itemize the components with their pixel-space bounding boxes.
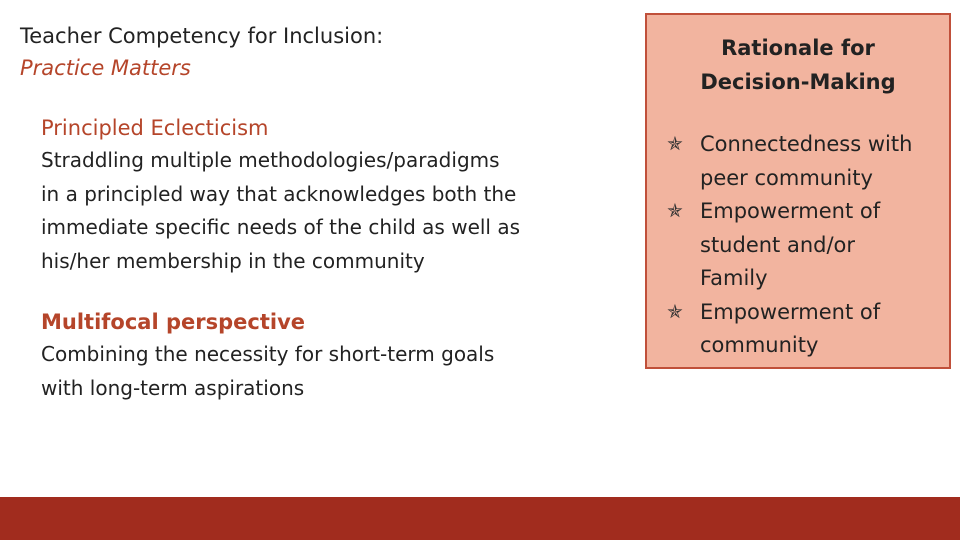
rationale-item-line: student and/or <box>700 232 856 257</box>
rationale-item-line: community <box>700 333 819 357</box>
star-bullet-icon: ✯ <box>667 300 683 323</box>
section-body-line: Combining the necessity for short-term goals <box>41 342 495 366</box>
rationale-item <box>665 128 955 195</box>
section-body-line: immediate specific needs of the child as well as <box>41 215 521 239</box>
section-body-line: in a principled way that acknowledges both the <box>41 181 517 206</box>
section-body-line: with long-term aspirations <box>41 375 305 400</box>
rationale-item <box>665 195 955 296</box>
star-bullet-icon: ✯ <box>667 133 683 155</box>
section-heading: Principled Eclecticism <box>41 116 269 140</box>
rationale-title-line: Rationale for <box>721 36 875 60</box>
section-multifocal-perspective <box>41 306 601 405</box>
section-principled-eclecticism <box>41 112 601 278</box>
star-bullet-icon: ✯ <box>667 200 683 222</box>
rationale-item-line: Family <box>700 266 768 290</box>
rationale-item-line: Empowerment of <box>700 199 881 223</box>
rationale-title <box>647 31 949 99</box>
rationale-item-line: Empowerment of <box>700 299 881 324</box>
rationale-item-line: Connectedness with <box>700 132 913 156</box>
slide-title <box>20 20 580 84</box>
rationale-title-line: Decision-Making <box>700 70 896 94</box>
title-subtitle: Practice Matters <box>20 56 191 80</box>
section-body-line: Straddling multiple methodologies/paradigms <box>41 148 500 172</box>
rationale-item-line: peer community <box>700 165 873 190</box>
rationale-box <box>645 13 951 369</box>
section-heading: Multifocal perspective <box>41 310 305 334</box>
footer-bar <box>0 497 960 540</box>
title-line-1: Teacher Competency for Inclusion: <box>20 24 384 48</box>
rationale-list <box>665 128 955 363</box>
section-body-line: his/her membership in the community <box>41 248 425 273</box>
rationale-item <box>665 296 955 363</box>
